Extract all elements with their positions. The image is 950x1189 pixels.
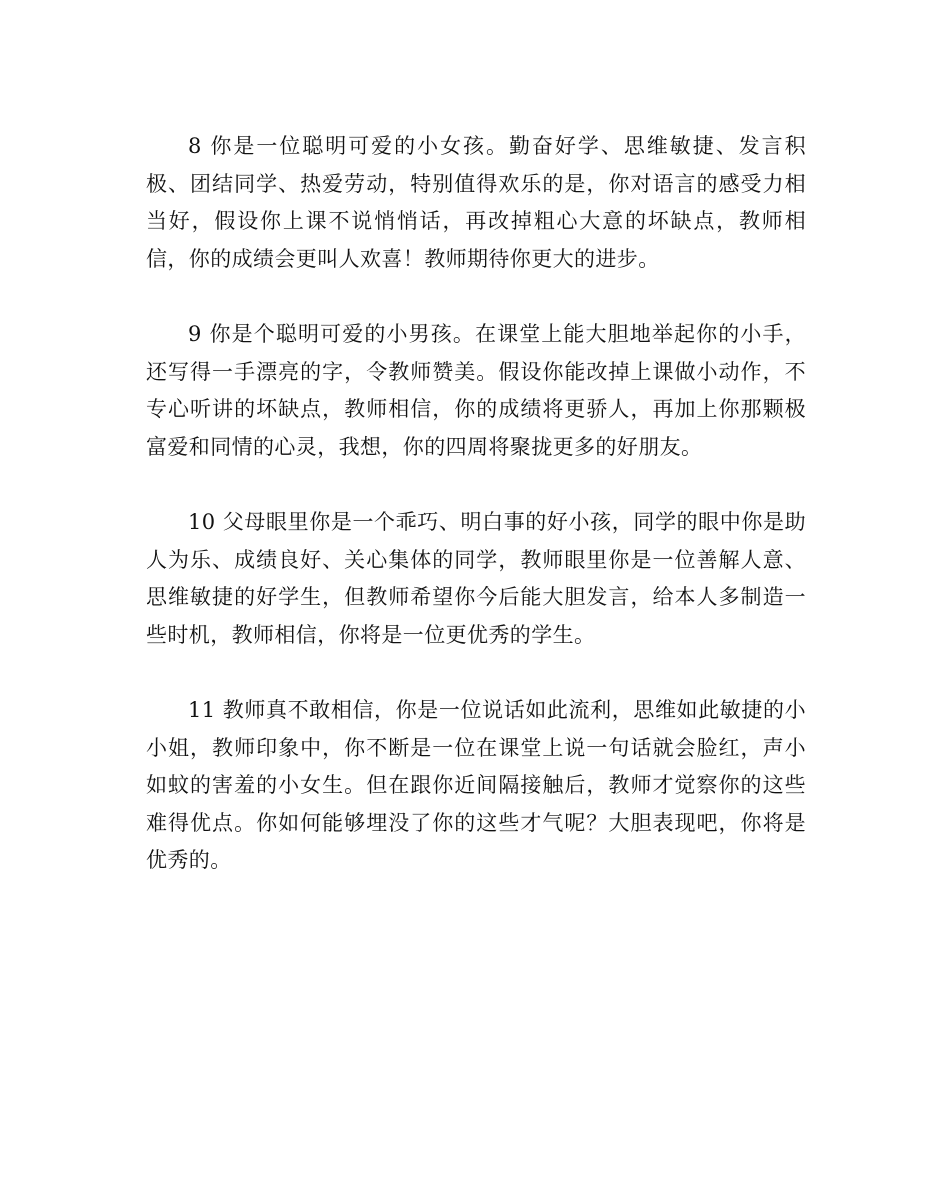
paragraph-8: 8 你是一位聪明可爱的小女孩。勤奋好学、思维敏捷、发言积极、团结同学、热爱劳动，特别值得欢乐的是，你对语言的感受力相当好，假设你上课不说悄悄话，再改掉粗心大意的坏缺点，教师相信，你的成绩会更叫人欢喜！教师期待你更大的进步。: [146, 134, 806, 271]
paragraph-9: 9 你是个聪明可爱的小男孩。在课堂上能大胆地举起你的小手，还写得一手漂亮的字，令教师赞美。假设你能改掉上课做小动作，不专心听讲的坏缺点，教师相信，你的成绩将更骄人，再加上你那颗极富爱和同情的心灵，我想，你的四周将聚拢更多的好朋友。: [146, 322, 806, 459]
document-body: [146, 128, 806, 918]
paragraph-10: 10 父母眼里你是一个乖巧、明白事的好小孩，同学的眼中你是助人为乐、成绩良好、关心集体的同学，教师眼里你是一位善解人意、思维敏捷的好学生，但教师希望你今后能大胆发言，给本人多制造一些时机，教师相信，你将是一位更优秀的学生。: [146, 510, 806, 647]
paragraph-11: 11 教师真不敢相信，你是一位说话如此流利，思维如此敏捷的小小姐，教师印象中，你不断是一位在课堂上说一句话就会脸红，声小如蚊的害羞的小女生。但在跟你近间隔接触后，教师才觉察你的这些难得优点。你如何能够埋没了你的这些才气呢？大胆表现吧，你将是优秀的。: [146, 698, 806, 872]
